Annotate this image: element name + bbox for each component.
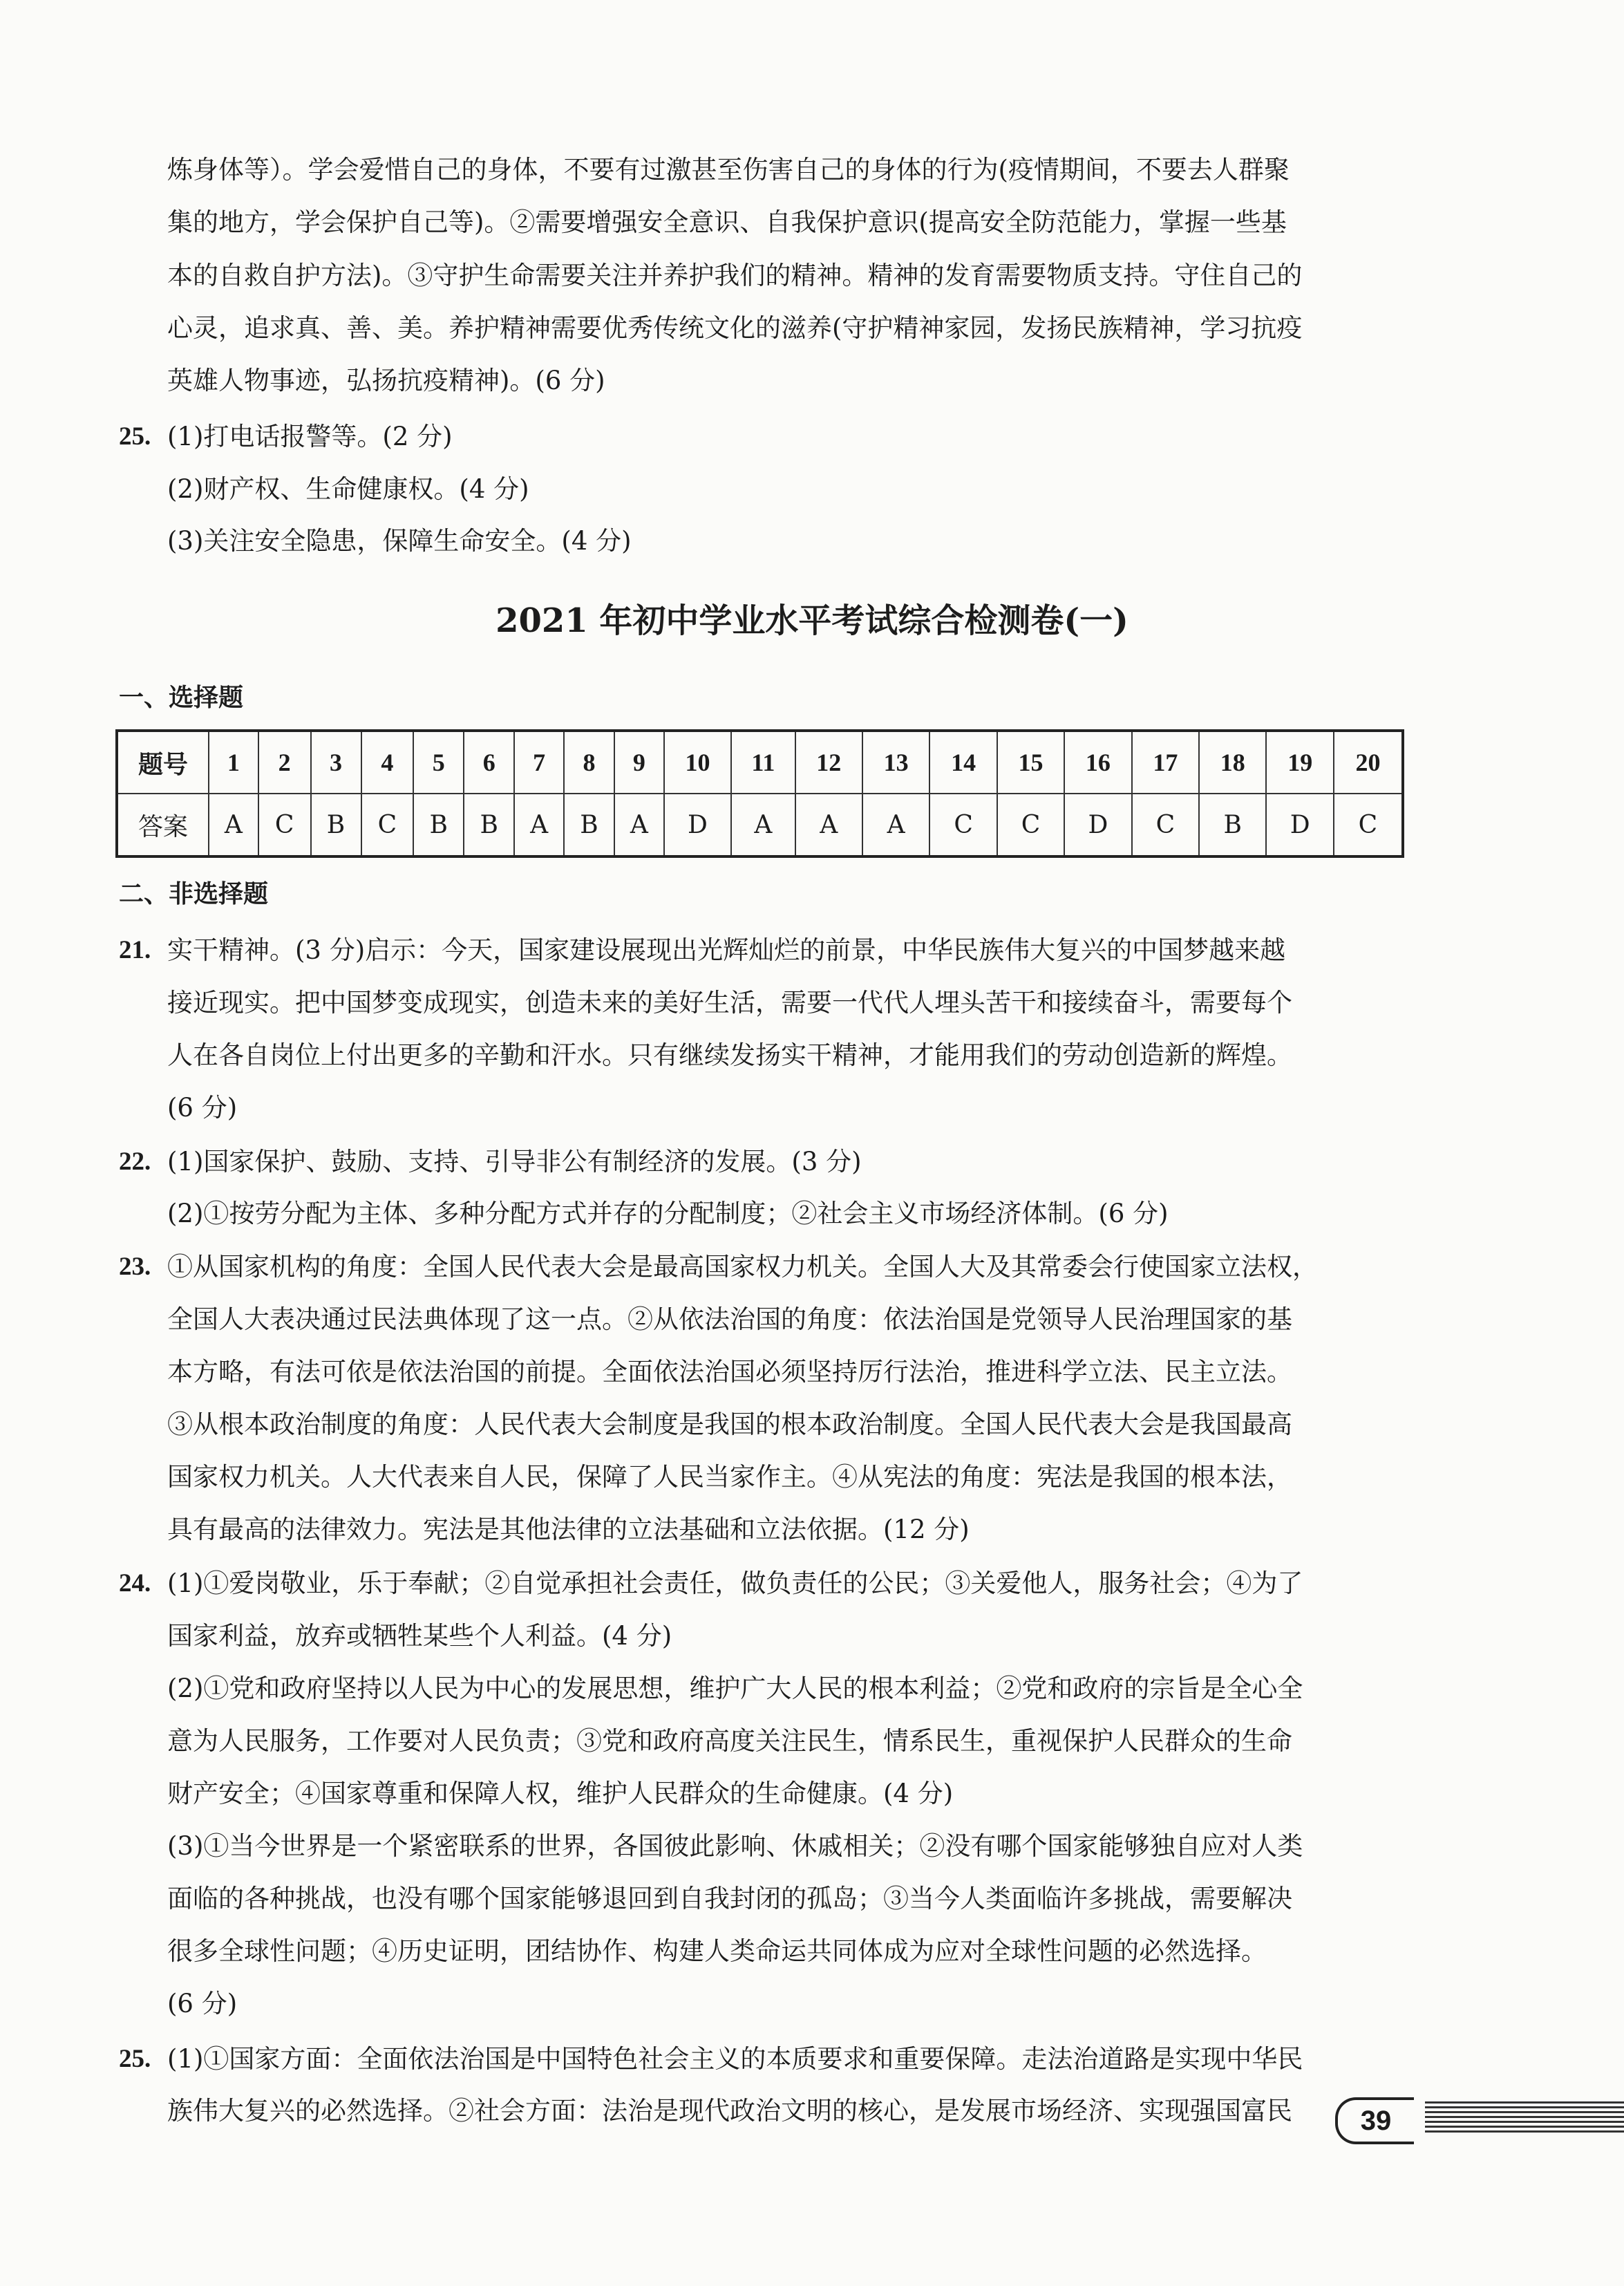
text-line: (2)财产权、生命健康权。(4 分): [167, 474, 529, 504]
answer-cell: A: [795, 794, 862, 856]
text-line: 人在各自岗位上付出更多的辛勤和汗水。只有继续发扬实干精神，才能用我们的劳动创造新的辉煌。: [167, 1040, 1292, 1070]
answer-cell: B: [311, 794, 361, 856]
table-header-cell: 题号: [117, 731, 209, 794]
text-line: 全国人大表决通过民法典体现了这一点。②从依法治国的角度：依法治国是党领导人民治理国家的基: [167, 1304, 1292, 1334]
question-number-cell: 4: [361, 731, 414, 794]
question-number-cell: 13: [862, 731, 929, 794]
table-header-cell: 答案: [117, 794, 209, 856]
text-line: 本方略，有法可依是依法治国的前提。全面依法治国必须坚持厉行法治，推进科学立法、民主立法。: [167, 1357, 1292, 1387]
question-number-cell: 19: [1266, 731, 1333, 794]
answer-cell: C: [929, 794, 997, 856]
text-line: (2)①按劳分配为主体、多种分配方式并存的分配制度；②社会主义市场经济体制。(6 分): [167, 1199, 1169, 1228]
text-line: ①从国家机构的角度：全国人民代表大会是最高国家权力机关。全国人大及其常委会行使国家立法权，: [167, 1252, 1318, 1282]
text-line: 英雄人物事迹，弘扬抗疫精神)。(6 分): [167, 366, 605, 395]
question-number-cell: 15: [997, 731, 1064, 794]
text-line: (3)关注安全隐患，保障生命安全。(4 分): [167, 526, 632, 556]
text-line: 国家权力机关。人大代表来自人民，保障了人民当家作主。④从宪法的角度：宪法是我国的根本法，: [167, 1462, 1292, 1492]
question-number-cell: 6: [464, 731, 514, 794]
text-line: 接近现实。把中国梦变成现实，创造未来的美好生活，需要一代代人埋头苦干和接续奋斗，需要每个: [167, 988, 1292, 1018]
answer-cell: D: [1266, 794, 1333, 856]
exam-title: 2021 年初中学业水平考试综合检测卷(一): [495, 601, 1129, 640]
question-number: 25.: [119, 422, 151, 451]
text-line: (1)①国家方面：全面依法治国是中国特色社会主义的本质要求和重要保障。走法治道路是实现中华民: [167, 2044, 1303, 2074]
question-number-cell: 2: [258, 731, 311, 794]
answer-cell: C: [258, 794, 311, 856]
question-number-cell: 9: [614, 731, 664, 794]
question-number-cell: 14: [929, 731, 997, 794]
answer-cell: C: [1334, 794, 1403, 856]
answer-table: [115, 729, 1404, 858]
answer-cell: A: [731, 794, 795, 856]
section-heading: 一、选择题: [119, 684, 244, 712]
section-heading: 二、非选择题: [119, 880, 269, 908]
answer-cell: C: [1132, 794, 1199, 856]
text-line: 面临的各种挑战，也没有哪个国家能够退回到自我封闭的孤岛；③当今人类面临许多挑战，需要解决: [167, 1884, 1292, 1913]
text-line: 实干精神。(3 分)启示：今天，国家建设展现出光辉灿烂的前景，中华民族伟大复兴的中国梦越来越: [167, 935, 1286, 965]
answer-cell: A: [614, 794, 664, 856]
text-line: (6 分): [167, 1989, 238, 2018]
question-number: 22.: [119, 1147, 151, 1176]
text-line: 国家利益，放弃或牺牲某些个人利益。(4 分): [167, 1621, 672, 1651]
question-number-cell: 17: [1132, 731, 1199, 794]
question-number-cell: 8: [564, 731, 614, 794]
question-number-cell: 7: [514, 731, 564, 794]
question-number: 21.: [119, 936, 151, 964]
text-line: 具有最高的法律效力。宪法是其他法律的立法基础和立法依据。(12 分): [167, 1515, 970, 1544]
page-number-label: 39: [1360, 2105, 1392, 2136]
page-number: [1335, 2097, 1414, 2144]
decorative-stripes: [1425, 2101, 1624, 2136]
question-number-cell: 10: [664, 731, 731, 794]
question-number-cell: 3: [311, 731, 361, 794]
question-number-cell: 18: [1199, 731, 1266, 794]
text-line: (2)①党和政府坚持以人民为中心的发展思想，维护广大人民的根本利益；②党和政府的宗旨是全心全: [167, 1674, 1303, 1703]
answer-cell: A: [209, 794, 258, 856]
answer-cell: B: [464, 794, 514, 856]
answer-cell: D: [1064, 794, 1131, 856]
answer-cell: A: [862, 794, 929, 856]
table-row: [117, 731, 1403, 794]
question-number-cell: 20: [1334, 731, 1403, 794]
text-line: (6 分): [167, 1093, 238, 1123]
question-number: 25.: [119, 2045, 151, 2073]
answer-cell: B: [413, 794, 464, 856]
question-number-cell: 1: [209, 731, 258, 794]
question-number-cell: 12: [795, 731, 862, 794]
answer-cell: D: [664, 794, 731, 856]
question-number-cell: 11: [731, 731, 795, 794]
text-line: 很多全球性问题；④历史证明，团结协作、构建人类命运共同体成为应对全球性问题的必然选择。: [167, 1936, 1267, 1966]
table-row: [117, 794, 1403, 856]
answer-cell: C: [361, 794, 414, 856]
text-line: 本的自救自护方法)。③守护生命需要关注并养护我们的精神。精神的发育需要物质支持。守住自己的: [167, 261, 1303, 290]
answer-cell: A: [514, 794, 564, 856]
text-line: ③从根本政治制度的角度：人民代表大会制度是我国的根本政治制度。全国人民代表大会是我国最高: [167, 1409, 1292, 1439]
text-line: (3)①当今世界是一个紧密联系的世界，各国彼此影响、休戚相关；②没有哪个国家能够独自应对人类: [167, 1831, 1303, 1861]
text-line: 族伟大复兴的必然选择。②社会方面：法治是现代政治文明的核心，是发展市场经济、实现强国富民: [167, 2096, 1292, 2126]
answer-cell: B: [564, 794, 614, 856]
question-number-cell: 16: [1064, 731, 1131, 794]
text-line: 意为人民服务，工作要对人民负责；③党和政府高度关注民生，情系民生，重视保护人民群众的生命: [167, 1726, 1292, 1756]
question-number: 24.: [119, 1569, 151, 1598]
text-line: (1)打电话报警等。(2 分): [167, 422, 453, 451]
text-line: 心灵，追求真、善、美。养护精神需要优秀传统文化的滋养(守护精神家园，发扬民族精神，学习抗疫: [167, 313, 1303, 343]
text-line: 财产安全；④国家尊重和保障人权，维护人民群众的生命健康。(4 分): [167, 1779, 954, 1808]
text-line: 炼身体等）。学会爱惜自己的身体，不要有过激甚至伤害自己的身体的行为(疫情期间，不要去人群聚: [167, 155, 1290, 185]
question-number-cell: 5: [413, 731, 464, 794]
text-line: 集的地方，学会保护自己等)。②需要增强安全意识、自我保护意识(提高安全防范能力，掌握一些基: [167, 207, 1287, 237]
question-number: 23.: [119, 1253, 151, 1281]
text-line: (1)①爱岗敬业，乐于奉献；②自觉承担社会责任，做负责任的公民；③关爱他人，服务社会；④为了: [167, 1568, 1303, 1598]
answer-cell: B: [1199, 794, 1266, 856]
text-line: (1)国家保护、鼓励、支持、引导非公有制经济的发展。(3 分): [167, 1147, 862, 1177]
answer-cell: C: [997, 794, 1064, 856]
